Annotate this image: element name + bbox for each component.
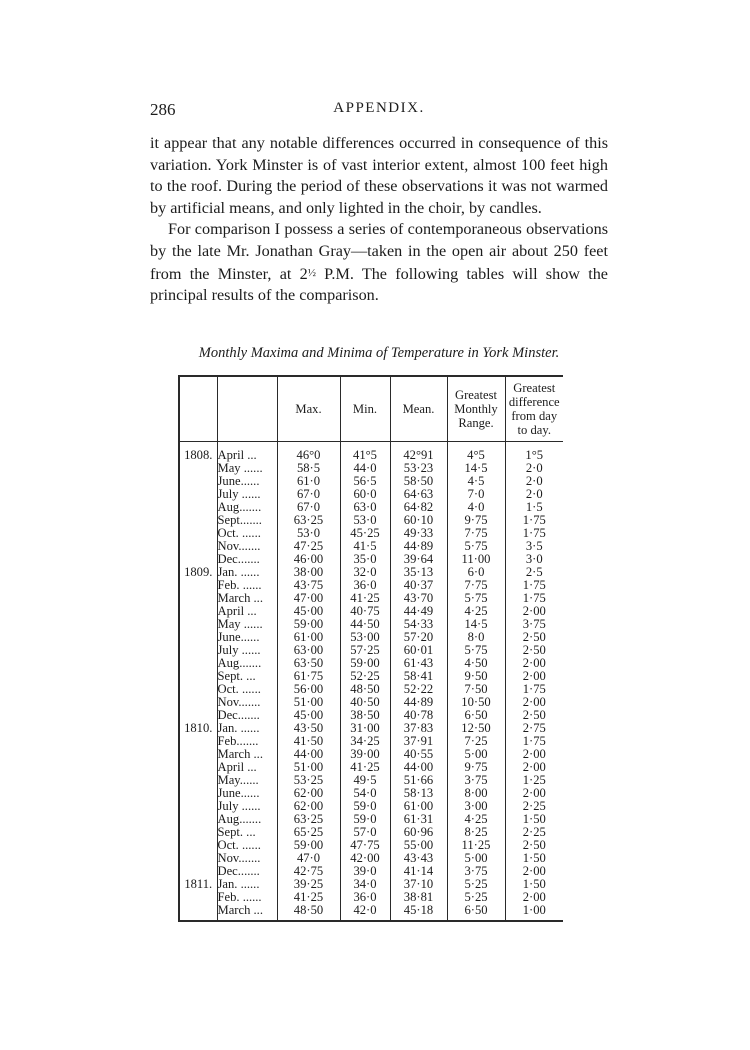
min-cell: 34·25: [340, 735, 390, 748]
header-month: [217, 376, 277, 442]
difference-cell: 2·0: [505, 475, 563, 488]
mean-cell: 49·33: [390, 527, 447, 540]
month-cell: June......: [217, 475, 277, 488]
min-cell: 40·75: [340, 605, 390, 618]
difference-cell: 1·50: [505, 878, 563, 891]
mean-cell: 43·43: [390, 852, 447, 865]
month-cell: July ......: [217, 644, 277, 657]
month-cell: April ...: [217, 605, 277, 618]
mean-cell: 41·14: [390, 865, 447, 878]
max-cell: 63·50: [277, 657, 340, 670]
max-cell: 42·75: [277, 865, 340, 878]
min-cell: 41·25: [340, 761, 390, 774]
year-cell: [179, 761, 217, 774]
difference-cell: 2·00: [505, 891, 563, 904]
min-cell: 42·00: [340, 852, 390, 865]
mean-cell: 60·96: [390, 826, 447, 839]
month-cell: Nov.......: [217, 696, 277, 709]
year-cell: [179, 891, 217, 904]
year-cell: [179, 904, 217, 921]
difference-cell: 2·25: [505, 826, 563, 839]
difference-cell: 1·75: [505, 592, 563, 605]
month-cell: July ......: [217, 488, 277, 501]
year-cell: [179, 592, 217, 605]
year-cell: [179, 696, 217, 709]
max-cell: 59·00: [277, 618, 340, 631]
difference-cell: 2·50: [505, 644, 563, 657]
mean-cell: 58·50: [390, 475, 447, 488]
min-cell: 42·0: [340, 904, 390, 921]
range-cell: 11·25: [447, 839, 505, 852]
year-cell: [179, 475, 217, 488]
range-cell: 4·25: [447, 813, 505, 826]
mean-cell: 64·63: [390, 488, 447, 501]
year-cell: [179, 800, 217, 813]
difference-cell: 1°5: [505, 442, 563, 463]
body-text: [150, 133, 608, 307]
max-cell: 58·5: [277, 462, 340, 475]
min-cell: 39·00: [340, 748, 390, 761]
range-cell: 7·75: [447, 527, 505, 540]
difference-cell: 3·5: [505, 540, 563, 553]
max-cell: 62·00: [277, 800, 340, 813]
month-cell: May ......: [217, 618, 277, 631]
mean-cell: 44·89: [390, 540, 447, 553]
max-cell: 46·00: [277, 553, 340, 566]
difference-cell: 2·25: [505, 800, 563, 813]
header-greatest-difference: Greatest difference from day to day.: [505, 376, 563, 442]
mean-cell: 40·37: [390, 579, 447, 592]
paragraph-1: it appear that any notable differences occurred in consequence of this variation. York Minster is of vast interior extent, almost 100 feet high to the roof. During the period of these observations it was not warmed by artificial means, and only lighted in the choir, by candles.: [150, 134, 608, 217]
max-cell: 67·0: [277, 501, 340, 514]
running-head-title: APPENDIX.: [333, 100, 425, 116]
mean-cell: 60·01: [390, 644, 447, 657]
month-cell: Oct. ......: [217, 527, 277, 540]
difference-cell: 2·00: [505, 865, 563, 878]
year-cell: 1810.: [179, 722, 217, 735]
min-cell: 44·0: [340, 462, 390, 475]
year-cell: [179, 774, 217, 787]
month-cell: March ...: [217, 592, 277, 605]
min-cell: 63·0: [340, 501, 390, 514]
mean-cell: 44·00: [390, 761, 447, 774]
paragraph-2-fraction: ½: [307, 266, 316, 279]
max-cell: 41·25: [277, 891, 340, 904]
month-cell: Aug.......: [217, 813, 277, 826]
mean-cell: 55·00: [390, 839, 447, 852]
max-cell: 47·0: [277, 852, 340, 865]
month-cell: March ...: [217, 904, 277, 921]
mean-cell: 37·91: [390, 735, 447, 748]
min-cell: 44·50: [340, 618, 390, 631]
year-cell: [179, 644, 217, 657]
range-cell: 9·50: [447, 670, 505, 683]
range-cell: 6·0: [447, 566, 505, 579]
month-cell: Jan. ......: [217, 878, 277, 891]
min-cell: 41·25: [340, 592, 390, 605]
max-cell: 45·00: [277, 605, 340, 618]
min-cell: 53·0: [340, 514, 390, 527]
max-cell: 63·00: [277, 644, 340, 657]
range-cell: 10·50: [447, 696, 505, 709]
range-cell: 9·75: [447, 514, 505, 527]
mean-cell: 60·10: [390, 514, 447, 527]
min-cell: 56·5: [340, 475, 390, 488]
month-cell: Sept. ...: [217, 670, 277, 683]
month-cell: Nov.......: [217, 540, 277, 553]
min-cell: 40·50: [340, 696, 390, 709]
min-cell: 49·5: [340, 774, 390, 787]
range-cell: 5·75: [447, 540, 505, 553]
min-cell: 41°5: [340, 442, 390, 463]
month-cell: Aug.......: [217, 657, 277, 670]
month-cell: Jan. ......: [217, 566, 277, 579]
difference-cell: 2·00: [505, 605, 563, 618]
year-cell: 1808.: [179, 442, 217, 463]
max-cell: 51·00: [277, 696, 340, 709]
month-cell: April ...: [217, 761, 277, 774]
max-cell: 43·50: [277, 722, 340, 735]
difference-cell: 2·00: [505, 748, 563, 761]
range-cell: 4°5: [447, 442, 505, 463]
month-cell: Dec.......: [217, 865, 277, 878]
header-greatest-monthly-range: Greatest Monthly Range.: [447, 376, 505, 442]
mean-cell: 58·13: [390, 787, 447, 800]
difference-cell: 1·75: [505, 735, 563, 748]
max-cell: 41·50: [277, 735, 340, 748]
month-cell: Sept.......: [217, 514, 277, 527]
year-cell: [179, 462, 217, 475]
year-cell: [179, 488, 217, 501]
year-cell: [179, 735, 217, 748]
year-cell: [179, 683, 217, 696]
mean-cell: 40·78: [390, 709, 447, 722]
month-cell: March ...: [217, 748, 277, 761]
range-cell: 7·75: [447, 579, 505, 592]
difference-cell: 1·50: [505, 852, 563, 865]
min-cell: 52·25: [340, 670, 390, 683]
max-cell: 61·0: [277, 475, 340, 488]
year-cell: [179, 618, 217, 631]
difference-cell: 2·5: [505, 566, 563, 579]
temperature-table: [178, 375, 563, 922]
table-caption: Monthly Maxima and Minima of Temperature in York Minster.: [198, 345, 560, 361]
year-cell: [179, 605, 217, 618]
max-cell: 67·0: [277, 488, 340, 501]
month-cell: Oct. ......: [217, 683, 277, 696]
difference-cell: 2·75: [505, 722, 563, 735]
range-cell: 7·0: [447, 488, 505, 501]
max-cell: 47·00: [277, 592, 340, 605]
mean-cell: 44·49: [390, 605, 447, 618]
min-cell: 38·50: [340, 709, 390, 722]
mean-cell: 42°91: [390, 442, 447, 463]
difference-cell: 2·50: [505, 839, 563, 852]
difference-cell: 1·25: [505, 774, 563, 787]
min-cell: 60·0: [340, 488, 390, 501]
mean-cell: 51·66: [390, 774, 447, 787]
max-cell: 61·75: [277, 670, 340, 683]
max-cell: 38·00: [277, 566, 340, 579]
paragraph-2-after: P.M. The following tables will show the principal results of the comparison.: [150, 264, 608, 305]
max-cell: 63·25: [277, 514, 340, 527]
year-cell: [179, 852, 217, 865]
min-cell: 54·0: [340, 787, 390, 800]
min-cell: 53·00: [340, 631, 390, 644]
month-cell: Oct. ......: [217, 839, 277, 852]
min-cell: 57·25: [340, 644, 390, 657]
month-cell: Nov.......: [217, 852, 277, 865]
month-cell: June......: [217, 787, 277, 800]
max-cell: 46°0: [277, 442, 340, 463]
header-max: Max.: [277, 376, 340, 442]
min-cell: 32·0: [340, 566, 390, 579]
month-cell: Aug.......: [217, 501, 277, 514]
difference-cell: 2·0: [505, 488, 563, 501]
max-cell: 63·25: [277, 813, 340, 826]
month-cell: June......: [217, 631, 277, 644]
year-cell: [179, 813, 217, 826]
mean-cell: 54·33: [390, 618, 447, 631]
mean-cell: 44·89: [390, 696, 447, 709]
mean-cell: 38·81: [390, 891, 447, 904]
year-cell: [179, 631, 217, 644]
range-cell: 4·0: [447, 501, 505, 514]
difference-cell: 1·75: [505, 579, 563, 592]
range-cell: 5·00: [447, 852, 505, 865]
difference-cell: 2·50: [505, 631, 563, 644]
mean-cell: 61·43: [390, 657, 447, 670]
max-cell: 56·00: [277, 683, 340, 696]
max-cell: 51·00: [277, 761, 340, 774]
range-cell: 11·00: [447, 553, 505, 566]
range-cell: 6·50: [447, 709, 505, 722]
month-cell: Dec.......: [217, 709, 277, 722]
table-header-row: [179, 376, 563, 442]
header-min: Min.: [340, 376, 390, 442]
mean-cell: 58·41: [390, 670, 447, 683]
year-cell: [179, 787, 217, 800]
month-cell: Feb. ......: [217, 579, 277, 592]
mean-cell: 61·00: [390, 800, 447, 813]
range-cell: 12·50: [447, 722, 505, 735]
year-cell: [179, 514, 217, 527]
year-cell: [179, 657, 217, 670]
range-cell: 5·25: [447, 891, 505, 904]
year-cell: [179, 527, 217, 540]
max-cell: 44·00: [277, 748, 340, 761]
range-cell: 4·5: [447, 475, 505, 488]
difference-cell: 2·00: [505, 761, 563, 774]
difference-cell: 2·00: [505, 657, 563, 670]
table-row: [179, 904, 563, 921]
max-cell: 61·00: [277, 631, 340, 644]
min-cell: 59·0: [340, 800, 390, 813]
month-cell: May......: [217, 774, 277, 787]
year-cell: [179, 540, 217, 553]
header-mean: Mean.: [390, 376, 447, 442]
difference-cell: 3·75: [505, 618, 563, 631]
mean-cell: 57·20: [390, 631, 447, 644]
range-cell: 5·75: [447, 644, 505, 657]
mean-cell: 39·64: [390, 553, 447, 566]
range-cell: 5·00: [447, 748, 505, 761]
difference-cell: 2·00: [505, 696, 563, 709]
month-cell: Feb. ......: [217, 891, 277, 904]
min-cell: 31·00: [340, 722, 390, 735]
min-cell: 36·0: [340, 891, 390, 904]
month-cell: May ......: [217, 462, 277, 475]
mean-cell: 35·13: [390, 566, 447, 579]
mean-cell: 40·55: [390, 748, 447, 761]
difference-cell: 1·75: [505, 527, 563, 540]
year-cell: [179, 579, 217, 592]
range-cell: 8·00: [447, 787, 505, 800]
year-cell: [179, 748, 217, 761]
difference-cell: 1·00: [505, 904, 563, 921]
min-cell: 35·0: [340, 553, 390, 566]
max-cell: 48·50: [277, 904, 340, 921]
difference-cell: 2·0: [505, 462, 563, 475]
max-cell: 53·0: [277, 527, 340, 540]
range-cell: 9·75: [447, 761, 505, 774]
mean-cell: 52·22: [390, 683, 447, 696]
year-cell: 1811.: [179, 878, 217, 891]
paragraph-2-before: For comparison I possess a series of contemporaneous observations by the late Mr. Jonathan Gray—taken in the open air about 250 feet from the Minster, at 2: [150, 220, 608, 283]
paragraph-2: [150, 219, 608, 306]
range-cell: 8·25: [447, 826, 505, 839]
difference-cell: 3·0: [505, 553, 563, 566]
min-cell: 59·0: [340, 813, 390, 826]
min-cell: 59·00: [340, 657, 390, 670]
range-cell: 7·25: [447, 735, 505, 748]
page-number: 286: [150, 100, 176, 119]
year-cell: 1809.: [179, 566, 217, 579]
difference-cell: 2·00: [505, 670, 563, 683]
running-head: [150, 100, 608, 122]
min-cell: 34·0: [340, 878, 390, 891]
max-cell: 62·00: [277, 787, 340, 800]
max-cell: 45·00: [277, 709, 340, 722]
difference-cell: 1·5: [505, 501, 563, 514]
mean-cell: 37·10: [390, 878, 447, 891]
year-cell: [179, 501, 217, 514]
max-cell: 43·75: [277, 579, 340, 592]
range-cell: 4·50: [447, 657, 505, 670]
min-cell: 41·5: [340, 540, 390, 553]
max-cell: 39·25: [277, 878, 340, 891]
max-cell: 47·25: [277, 540, 340, 553]
range-cell: 3·75: [447, 774, 505, 787]
min-cell: 57·0: [340, 826, 390, 839]
mean-cell: 53·23: [390, 462, 447, 475]
table-body: [179, 442, 563, 922]
max-cell: 59·00: [277, 839, 340, 852]
table-row: [179, 442, 563, 463]
min-cell: 39·0: [340, 865, 390, 878]
min-cell: 47·75: [340, 839, 390, 852]
month-cell: Sept. ...: [217, 826, 277, 839]
year-cell: [179, 670, 217, 683]
month-cell: Dec.......: [217, 553, 277, 566]
min-cell: 48·50: [340, 683, 390, 696]
mean-cell: 61·31: [390, 813, 447, 826]
difference-cell: 2·00: [505, 787, 563, 800]
month-cell: April ...: [217, 442, 277, 463]
range-cell: 3·75: [447, 865, 505, 878]
max-cell: 65·25: [277, 826, 340, 839]
difference-cell: 1·75: [505, 683, 563, 696]
month-cell: July ......: [217, 800, 277, 813]
year-cell: [179, 839, 217, 852]
range-cell: 5·75: [447, 592, 505, 605]
range-cell: 4·25: [447, 605, 505, 618]
difference-cell: 1·50: [505, 813, 563, 826]
mean-cell: 43·70: [390, 592, 447, 605]
month-cell: Feb.......: [217, 735, 277, 748]
year-cell: [179, 826, 217, 839]
min-cell: 45·25: [340, 527, 390, 540]
difference-cell: 1·75: [505, 514, 563, 527]
difference-cell: 2·50: [505, 709, 563, 722]
range-cell: 14·5: [447, 462, 505, 475]
mean-cell: 64·82: [390, 501, 447, 514]
range-cell: 6·50: [447, 904, 505, 921]
month-cell: Jan. ......: [217, 722, 277, 735]
range-cell: 5·25: [447, 878, 505, 891]
range-cell: 14·5: [447, 618, 505, 631]
range-cell: 8·0: [447, 631, 505, 644]
range-cell: 3·00: [447, 800, 505, 813]
range-cell: 7·50: [447, 683, 505, 696]
header-year: [179, 376, 217, 442]
max-cell: 53·25: [277, 774, 340, 787]
mean-cell: 45·18: [390, 904, 447, 921]
min-cell: 36·0: [340, 579, 390, 592]
mean-cell: 37·83: [390, 722, 447, 735]
